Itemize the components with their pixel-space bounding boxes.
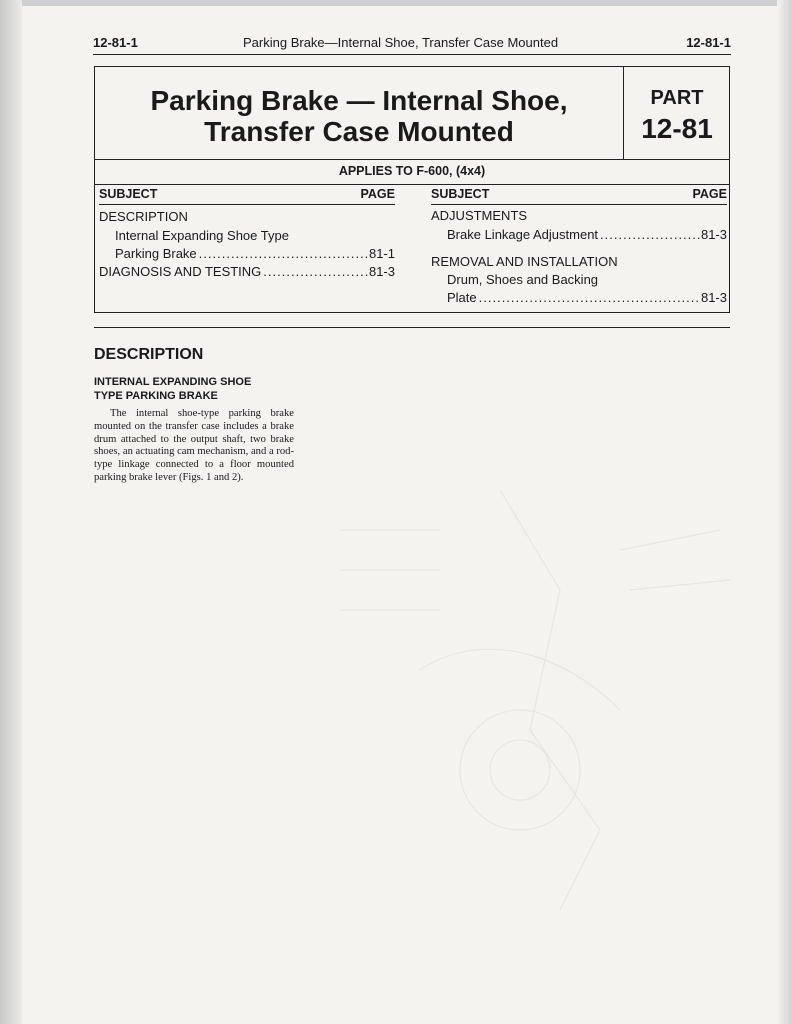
toc-column-header [431,187,727,205]
toc-entry-text: Internal Expanding Shoe Type [115,228,289,243]
show-through-figure [300,470,760,950]
page-title-line-2: Transfer Case Mounted [204,116,514,147]
toc-column-left [99,187,395,279]
page-number-right: 12-81-1 [686,35,731,50]
part-number: 12-81 [641,113,713,144]
part-label: PART [650,87,704,109]
toc-entry-text: REMOVAL AND INSTALLATION [431,254,618,269]
toc-column-header [99,187,395,205]
running-header [93,35,731,53]
page-header: PAGE [360,187,395,201]
toc-entry[interactable] [99,228,395,246]
subject-header: SUBJECT [99,187,158,201]
toc-entry-text: Drum, Shoes and Backing [447,272,599,287]
title-box [94,66,730,160]
page-title [95,85,623,147]
toc-entry[interactable] [431,208,727,226]
leader-dots [598,227,701,242]
scan-edge-top [0,0,791,6]
table-of-contents [94,160,730,313]
scan-edge-right [777,0,791,1024]
section-rule [94,327,730,328]
toc-column-right [431,187,727,305]
toc-entry[interactable] [99,246,395,264]
leader-dots [477,290,701,305]
running-title: Parking Brake—Internal Shoe, Transfer Case Mounted [243,35,559,50]
page-title-line-1: Parking Brake — Internal Shoe, [150,85,568,116]
toc-entry[interactable] [431,254,727,272]
toc-entry-page: 81-3 [368,264,395,279]
toc-entry-text: Parking Brake [115,246,197,261]
toc-entry-text: DIAGNOSIS AND TESTING [99,264,262,279]
subsection-heading-line-2: TYPE PARKING BRAKE [94,390,218,402]
toc-entry-text: Plate [447,290,477,305]
toc-entry[interactable] [431,290,727,308]
subsection-heading-line-1: INTERNAL EXPANDING SHOE [94,376,252,388]
header-rule [93,54,731,55]
toc-entry-text: Brake Linkage Adjustment [447,227,599,242]
applies-rule [95,184,729,185]
subject-header: SUBJECT [431,187,490,201]
page-header: PAGE [692,187,727,201]
section-heading: DESCRIPTION [94,346,204,363]
toc-entry-page: 81-1 [368,246,395,261]
applies-to: APPLIES TO F-600, (4x4) [338,164,486,178]
toc-entry[interactable] [431,272,727,290]
subsection-heading [94,375,304,403]
toc-entry-page: 81-3 [700,290,727,305]
toc-entry[interactable] [99,209,395,227]
leader-dots [261,264,369,279]
toc-entry-text: ADJUSTMENTS [431,208,528,223]
scan-edge-left [0,0,22,1024]
toc-entry-page: 81-3 [700,227,727,242]
toc-entry[interactable] [431,227,727,245]
toc-entry[interactable] [99,264,395,282]
description-paragraph: The internal shoe-type parking brake mounted on the transfer case includes a brake drum attached to the output shaft, two brake shoes, an actuating cam mechanism, and a rod-type linkage connected to a floor mounted parking brake lever (Figs. 1 and 2). [94,408,294,483]
page-number-left: 12-81-1 [93,35,138,50]
toc-entry-text: DESCRIPTION [99,209,188,224]
leader-dots [197,246,369,261]
title-divider [623,67,624,159]
